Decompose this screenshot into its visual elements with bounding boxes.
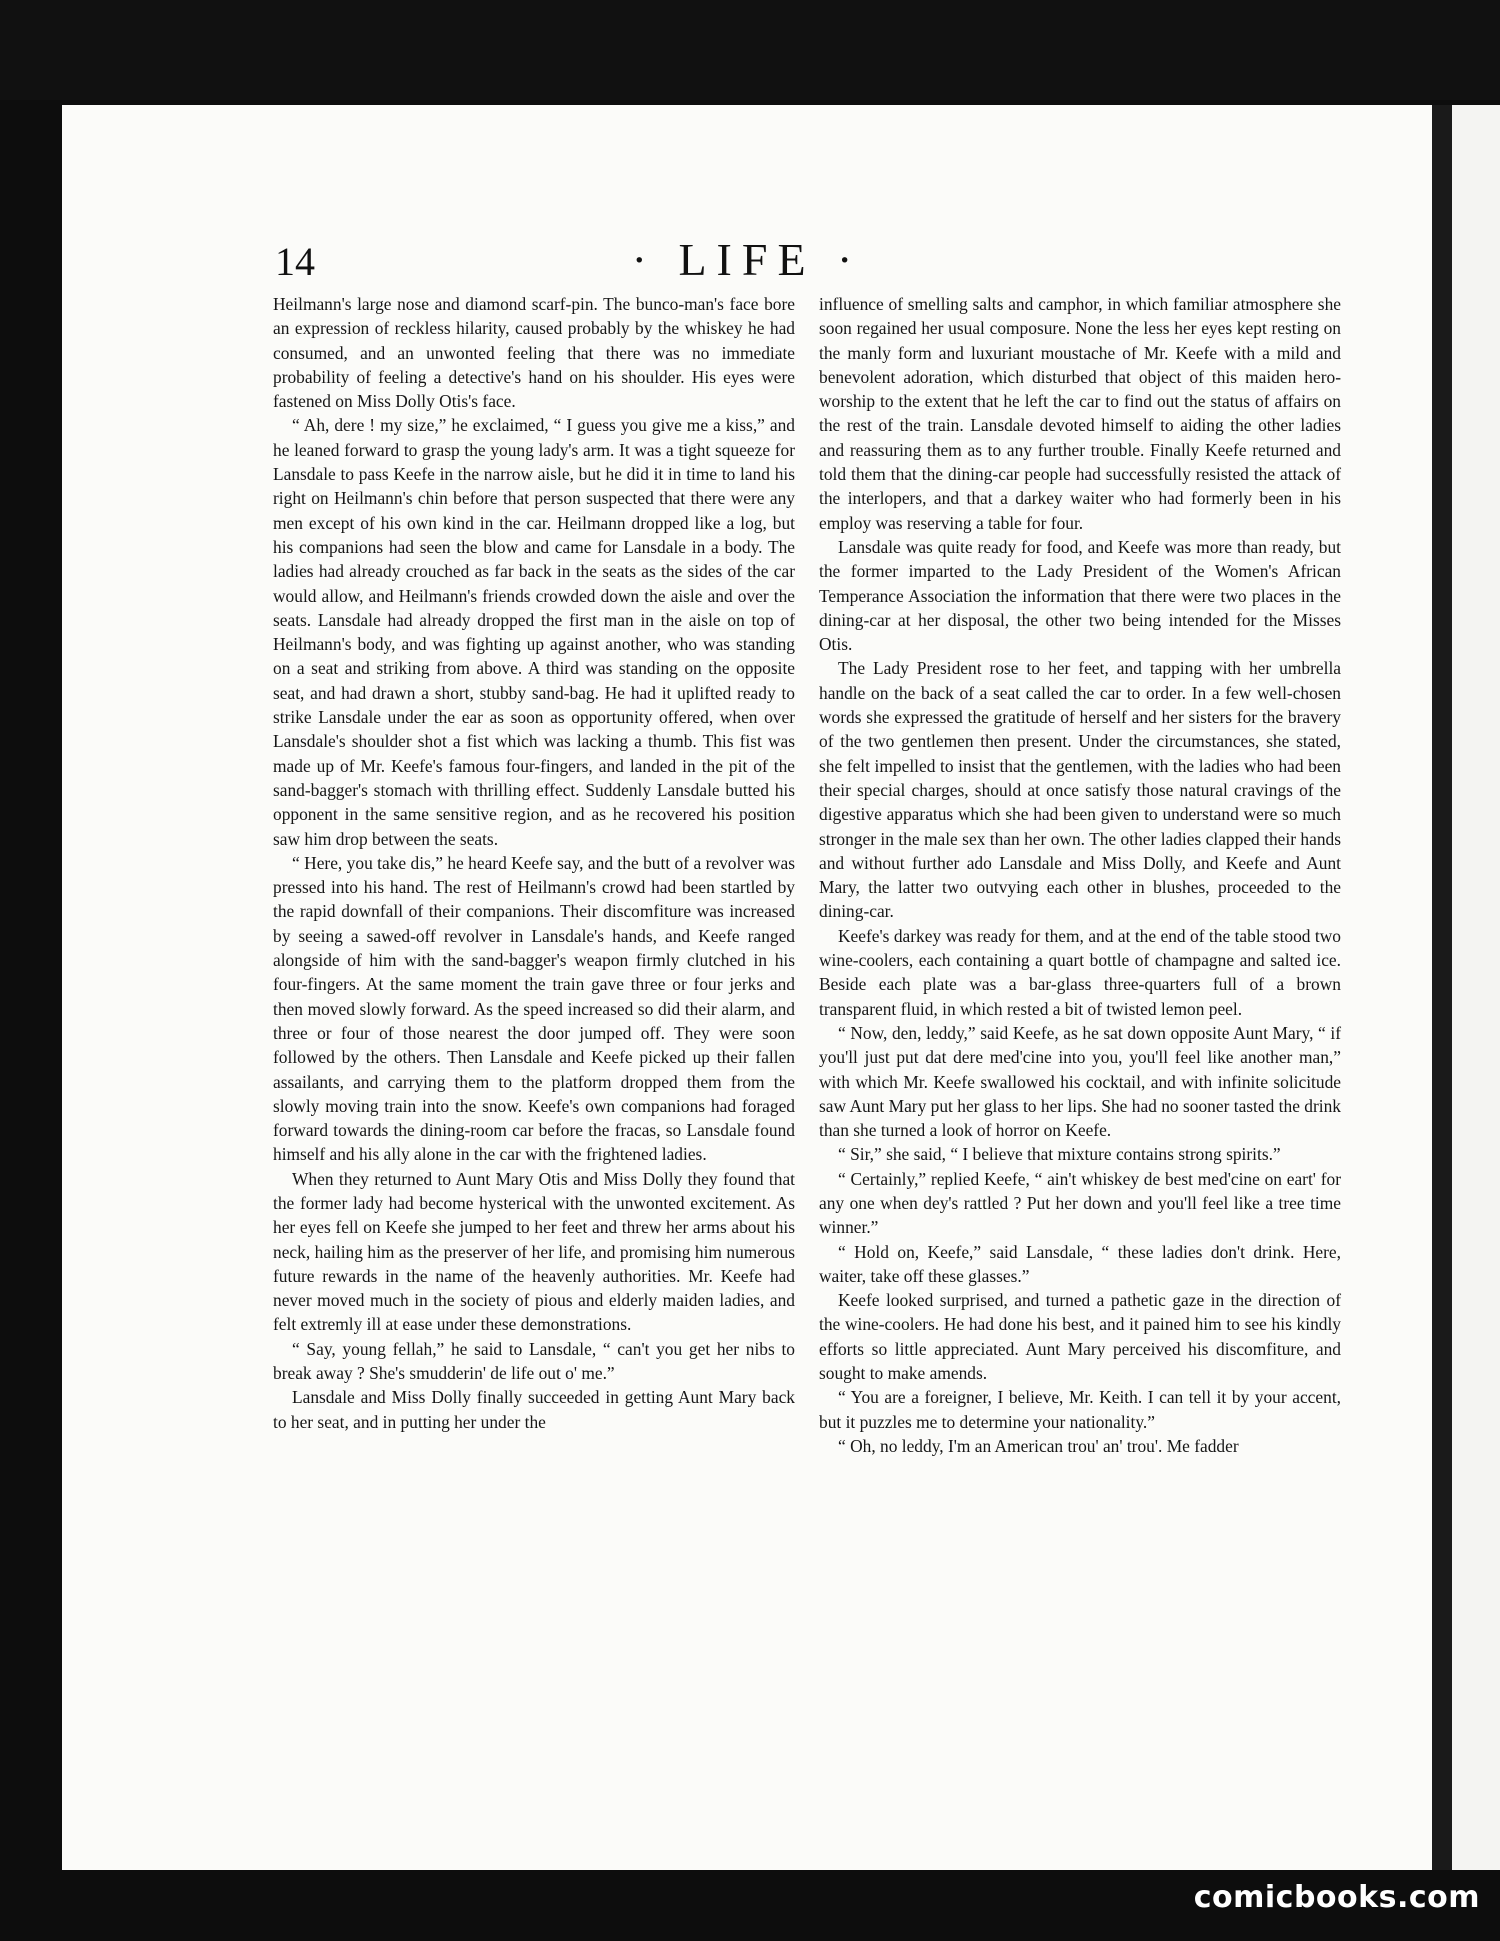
paragraph: “ Certainly,” replied Keefe, “ ain't whiskey de best med'cine on eart' for any one when dey's rattled ? Put her down and you'll feel like a tree time winner.” [819,1168,1341,1238]
paragraph: Lansdale was quite ready for food, and Keefe was more than ready, but the former imparted to the Lady President of the Women's African Temperance Association the information that there were two places in the dining-car at her disposal, the other two being intended for the Misses Otis. [819,536,1341,655]
paragraph: “ You are a foreigner, I believe, Mr. Keith. I can tell it by your accent, but it puzzles me to determine your nationality.” [819,1387,1341,1432]
paragraph: Keefe looked surprised, and turned a pathetic gaze in the direction of the wine-coolers. He had done his best, and it pained him to see his kindly efforts so little appreciated. Aunt Mary perceived his discomfiture, and sought to make amends. [819,1290,1341,1384]
adjacent-page-edge [1452,105,1500,1870]
paragraph: “ Hold on, Keefe,” said Lansdale, “ these ladies don't drink. Here, waiter, take off these glasses.” [819,1241,1341,1286]
page-gutter [1432,105,1452,1870]
paragraph: “ Say, young fellah,” he said to Lansdale, “ can't you get her nibs to break away ? She's smudderin' de life out o' me.” [273,1338,795,1384]
left-column [273,292,795,1434]
magazine-page [62,105,1432,1870]
paragraph: “ Oh, no leddy, I'm an American trou' an' trou'. Me fadder [838,1435,1239,1456]
scan-background [0,0,1500,100]
paragraph: “ Ah, dere ! my size,” he exclaimed, “ I guess you give me a kiss,” and he leaned forward to grasp the young lady's arm. It was a tight squeeze for Lansdale to pass Keefe in the narrow aisle, but he did it in time to land his right on Heilmann's chin before that person suspected that there were any men except of his own kind in the car. Heilmann dropped like a log, but his companions had seen the blow and came for Lansdale in a body. The ladies had already crouched as far back in the seats as the sides of the car would allow, and Heilmann's friends crowded down the aisle and over the seats. Lansdale had already dropped the first man in the aisle on top of Heilmann's body, and was fighting up against another, who was standing on a seat and striking from above. A third was standing on the opposite seat, and had drawn a short, stubby sand-bag. He had it uplifted ready to strike Lansdale under the ear as soon as opportunity offered, when over Lansdale's shoulder shot a fist which was lacking a thumb. This fist was made up of Mr. Keefe's famous four-fingers, and landed in the pit of the sand-bagger's stomach with thrilling effect. Suddenly Lansdale butted his opponent in the same sensitive region, and as he recovered his position saw him drop between the seats. [273,415,795,849]
paragraph: Lansdale and Miss Dolly finally succeeded in getting Aunt Mary back to her seat, and in putting her under the [273,1387,795,1432]
paragraph: The Lady President rose to her feet, and tapping with her umbrella handle on the back of a seat called the car to order. In a few well-chosen words she expressed the gratitude of herself and her sisters for the bravery of the two gentlemen then present. Under the circumstances, she stated, she felt impelled to insist that the gentlemen, with the ladies who had been their special charges, should at once satisfy those natural cravings of the digestive apparatus which she had been given to understand were so much stronger in the male sex than her own. The other ladies clapped their hands and without further ado Lansdale and Miss Dolly, and Keefe and Aunt Mary, the latter two outvying each other in blushes, proceeded to the dining-car. [819,658,1341,922]
paragraph: “ Here, you take dis,” he heard Keefe say, and the butt of a revolver was pressed into his hand. The rest of Heilmann's crowd had been startled by the rapid downfall of their companions. Their discomfiture was increased by seeing a sawed-off revolver in Lansdale's hands, and Keefe ranged alongside of him with the sand-bagger's weapon firmly clutched in his four-fingers. At the same moment the train gave three or four jerks and then moved slowly forward. As the speed increased so did their alarm, and three or four of those nearest the door jumped off. They were soon followed by the others. Then Lansdale and Keefe picked up their fallen assailants, and carrying them to the platform dropped them from the slowly moving train into the snow. Keefe's own companions had foraged forward towards the dining-room car before the fracas, so Lansdale found himself and his ally alone in the car with the frightened ladies. [273,852,795,1165]
page-number: 14 [275,239,315,284]
paragraph: When they returned to Aunt Mary Otis and Miss Dolly they found that the former lady had become hysterical with the unwonted excitement. As her eyes fell on Keefe she jumped to her feet and threw her arms about his neck, hailing him as the preserver of her life, and promising him numerous future rewards in the name of the heavenly authorities. Mr. Keefe had never moved much in the society of pious and elderly maiden ladies, and felt extremly ill at ease under these demonstrations. [273,1168,795,1335]
masthead-title: · LIFE · [631,234,863,285]
paragraph: influence of smelling salts and camphor, in which familiar atmosphere she soon regained her usual composure. None the less her eyes kept resting on the manly form and luxuriant moustache of Mr. Keefe with a mild and benevolent adoration, which disturbed that object of this maiden hero-worship to the extent that he left the car to find out the status of affairs on the rest of the train. Lansdale devoted himself to aiding the other ladies and reassuring them as to any further trouble. Finally Keefe returned and told them that the dining-car people had successfully resisted the attack of the interlopers, and that a darkey waiter who had formerly been in his employ was reserving a table for four. [819,294,1341,533]
site-watermark: comicbooks.com [1193,1880,1480,1915]
paragraph: “ Now, den, leddy,” said Keefe, as he sat down opposite Aunt Mary, “ if you'll just put dat dere med'cine into you, you'll feel like another man,” with which Mr. Keefe swallowed his cocktail, and with infinite solicitude saw Aunt Mary put her glass to her lips. She had no sooner tasted the drink than she turned a look of horror on Keefe. [819,1022,1341,1141]
paragraph: Heilmann's large nose and diamond scarf-pin. The bunco-man's face bore an expression of reckless hilarity, caused probably by the whiskey he had consumed, and an unwonted feeling that there was no immediate probability of feeling a detective's hand on his shoulder. His eyes were fastened on Miss Dolly Otis's face. [273,294,795,412]
paragraph: “ Sir,” she said, “ I believe that mixture contains strong spirits.” [838,1144,1281,1165]
right-column [819,292,1341,1458]
paragraph: Keefe's darkey was ready for them, and at the end of the table stood two wine-coolers, each containing a quart bottle of champagne and salted ice. Beside each plate was a bar-glass three-quarters full of a brown transparent fluid, in which rested a bit of twisted lemon peel. [819,925,1341,1019]
